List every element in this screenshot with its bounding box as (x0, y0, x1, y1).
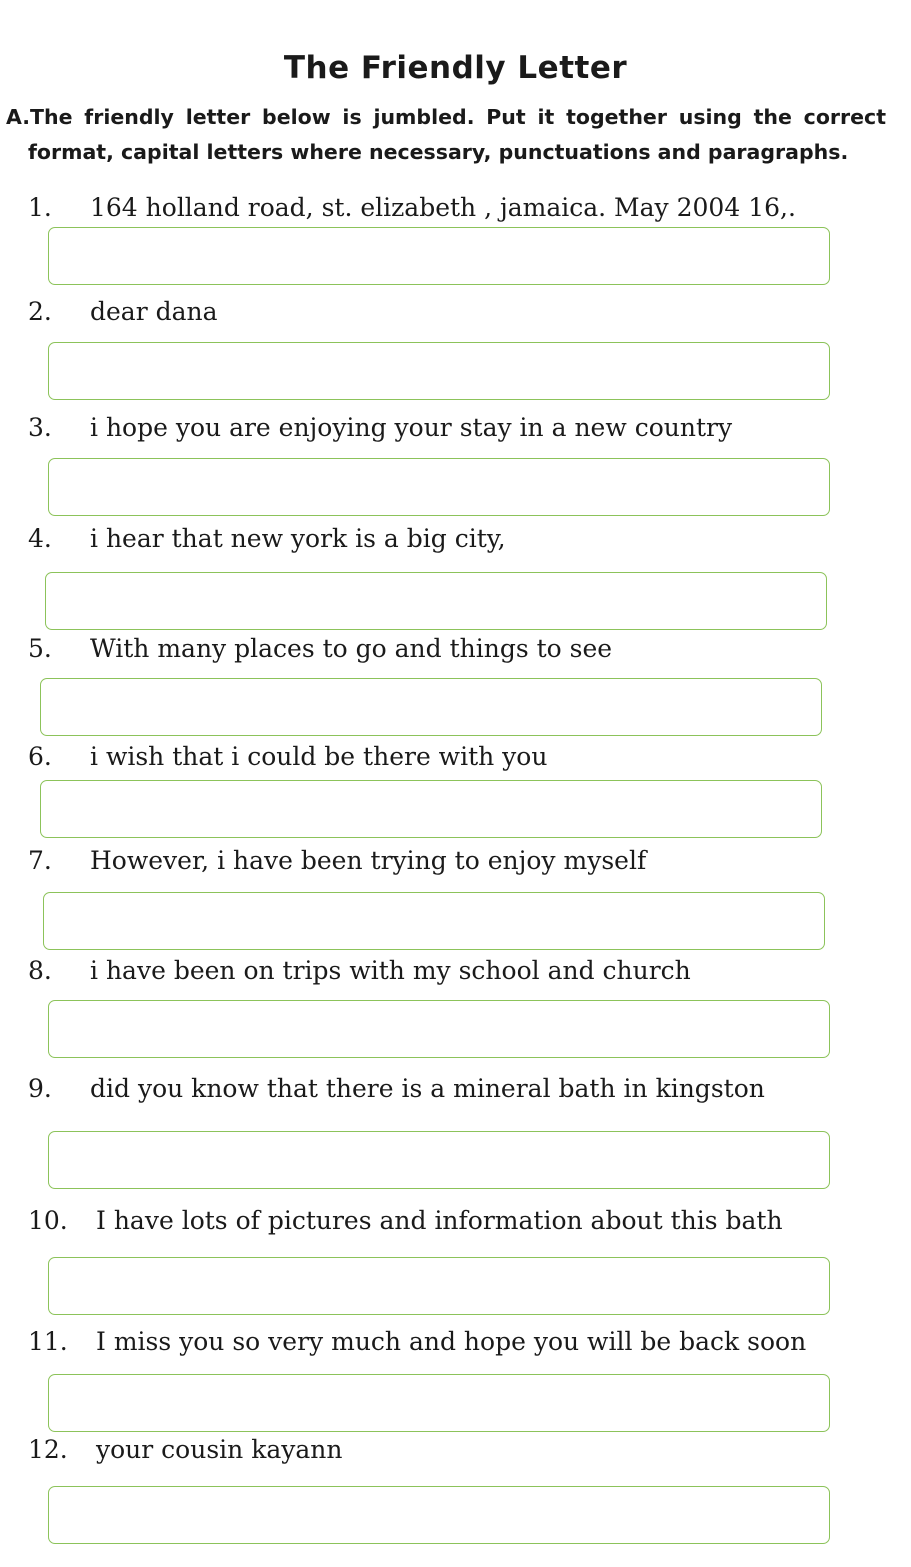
answer-box-2[interactable] (48, 342, 830, 400)
answer-box-12[interactable] (48, 1486, 830, 1544)
jumbled-sentence: your cousin kayann (96, 1435, 343, 1464)
worksheet-title: The Friendly Letter (283, 50, 628, 86)
answer-box-3[interactable] (48, 458, 830, 516)
instructions-line-2: format, capital letters where necessary, punctuations and paragraphs. (28, 140, 849, 164)
jumbled-sentence: i hear that new york is a big city, (90, 524, 506, 553)
item-number: 9. (28, 1074, 52, 1103)
jumbled-sentence: dear dana (90, 297, 218, 326)
answer-box-10[interactable] (48, 1257, 830, 1315)
jumbled-sentence: 164 holland road, st. elizabeth , jamaica. May 2004 16,. (90, 193, 796, 222)
item-number: 8. (28, 956, 52, 985)
answer-box-9[interactable] (48, 1131, 830, 1189)
jumbled-sentence: i have been on trips with my school and church (90, 956, 691, 985)
item-number: 5. (28, 634, 52, 663)
instructions-line-1: A.The friendly letter below is jumbled. Put it together using the correct (6, 105, 886, 129)
jumbled-sentence: i wish that i could be there with you (90, 742, 548, 771)
item-number: 7. (28, 846, 52, 875)
jumbled-sentence: I have lots of pictures and information about this bath (96, 1206, 783, 1235)
jumbled-sentence: i hope you are enjoying your stay in a new country (90, 413, 733, 442)
answer-box-11[interactable] (48, 1374, 830, 1432)
jumbled-sentence: However, i have been trying to enjoy myself (90, 846, 647, 875)
jumbled-sentence: did you know that there is a mineral bath in kingston (90, 1074, 765, 1103)
answer-box-1[interactable] (48, 227, 830, 285)
item-number: 12. (28, 1435, 68, 1464)
item-number: 1. (28, 193, 52, 222)
item-number: 4. (28, 524, 52, 553)
item-number: 10. (28, 1206, 68, 1235)
answer-box-4[interactable] (45, 572, 827, 630)
item-number: 3. (28, 413, 52, 442)
item-number: 2. (28, 297, 52, 326)
jumbled-sentence: I miss you so very much and hope you will be back soon (96, 1327, 807, 1356)
item-number: 6. (28, 742, 52, 771)
answer-box-7[interactable] (43, 892, 825, 950)
answer-box-6[interactable] (40, 780, 822, 838)
answer-box-5[interactable] (40, 678, 822, 736)
jumbled-sentence: With many places to go and things to see (90, 634, 613, 663)
item-number: 11. (28, 1327, 68, 1356)
instructions (6, 100, 886, 170)
answer-box-8[interactable] (48, 1000, 830, 1058)
